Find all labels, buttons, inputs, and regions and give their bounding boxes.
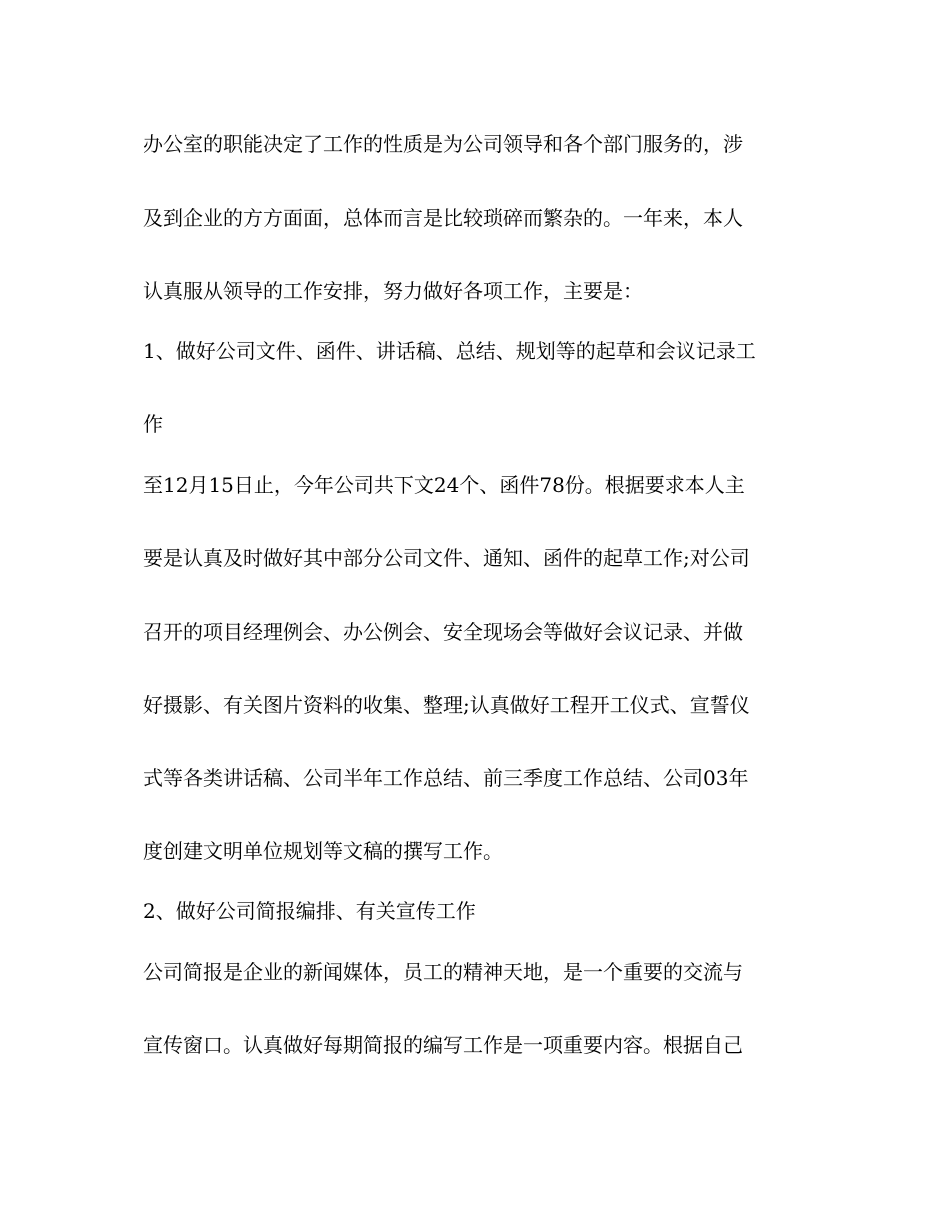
section-heading-continued: 作 (143, 412, 163, 436)
body-text-line: 至12月15日止，今年公司共下文24个、函件78份。根据要求本人主 (143, 473, 745, 497)
body-text-line: 要是认真及时做好其中部分公司文件、通知、函件的起草工作;对公司 (143, 546, 750, 570)
body-text-line: 办公室的职能决定了工作的性质是为公司领导和各个部门服务的，涉 (143, 132, 743, 156)
section-heading: 2、做好公司简报编排、有关宣传工作 (143, 899, 476, 923)
body-text-line: 及到企业的方方面面，总体而言是比较琐碎而繁杂的。一年来，本人 (143, 206, 743, 230)
body-text-line: 认真服从领导的工作安排，努力做好各项工作，主要是： (143, 279, 643, 303)
body-text-line: 公司简报是企业的新闻媒体，员工的精神天地，是一个重要的交流与 (143, 960, 743, 984)
body-text-line: 式等各类讲话稿、公司半年工作总结、前三季度工作总结、公司03年 (143, 766, 749, 790)
body-text-line: 度创建文明单位规划等文稿的撰写工作。 (143, 839, 503, 863)
body-text-line: 好摄影、有关图片资料的收集、整理;认真做好工程开工仪式、宣誓仪 (143, 693, 750, 717)
body-text-line: 宣传窗口。认真做好每期简报的编写工作是一项重要内容。根据自己 (143, 1033, 743, 1057)
body-text-line: 召开的项目经理例会、办公例会、安全现场会等做好会议记录、并做 (143, 620, 743, 644)
section-heading: 1、做好公司文件、函件、讲话稿、总结、规划等的起草和会议记录工 (143, 339, 756, 363)
